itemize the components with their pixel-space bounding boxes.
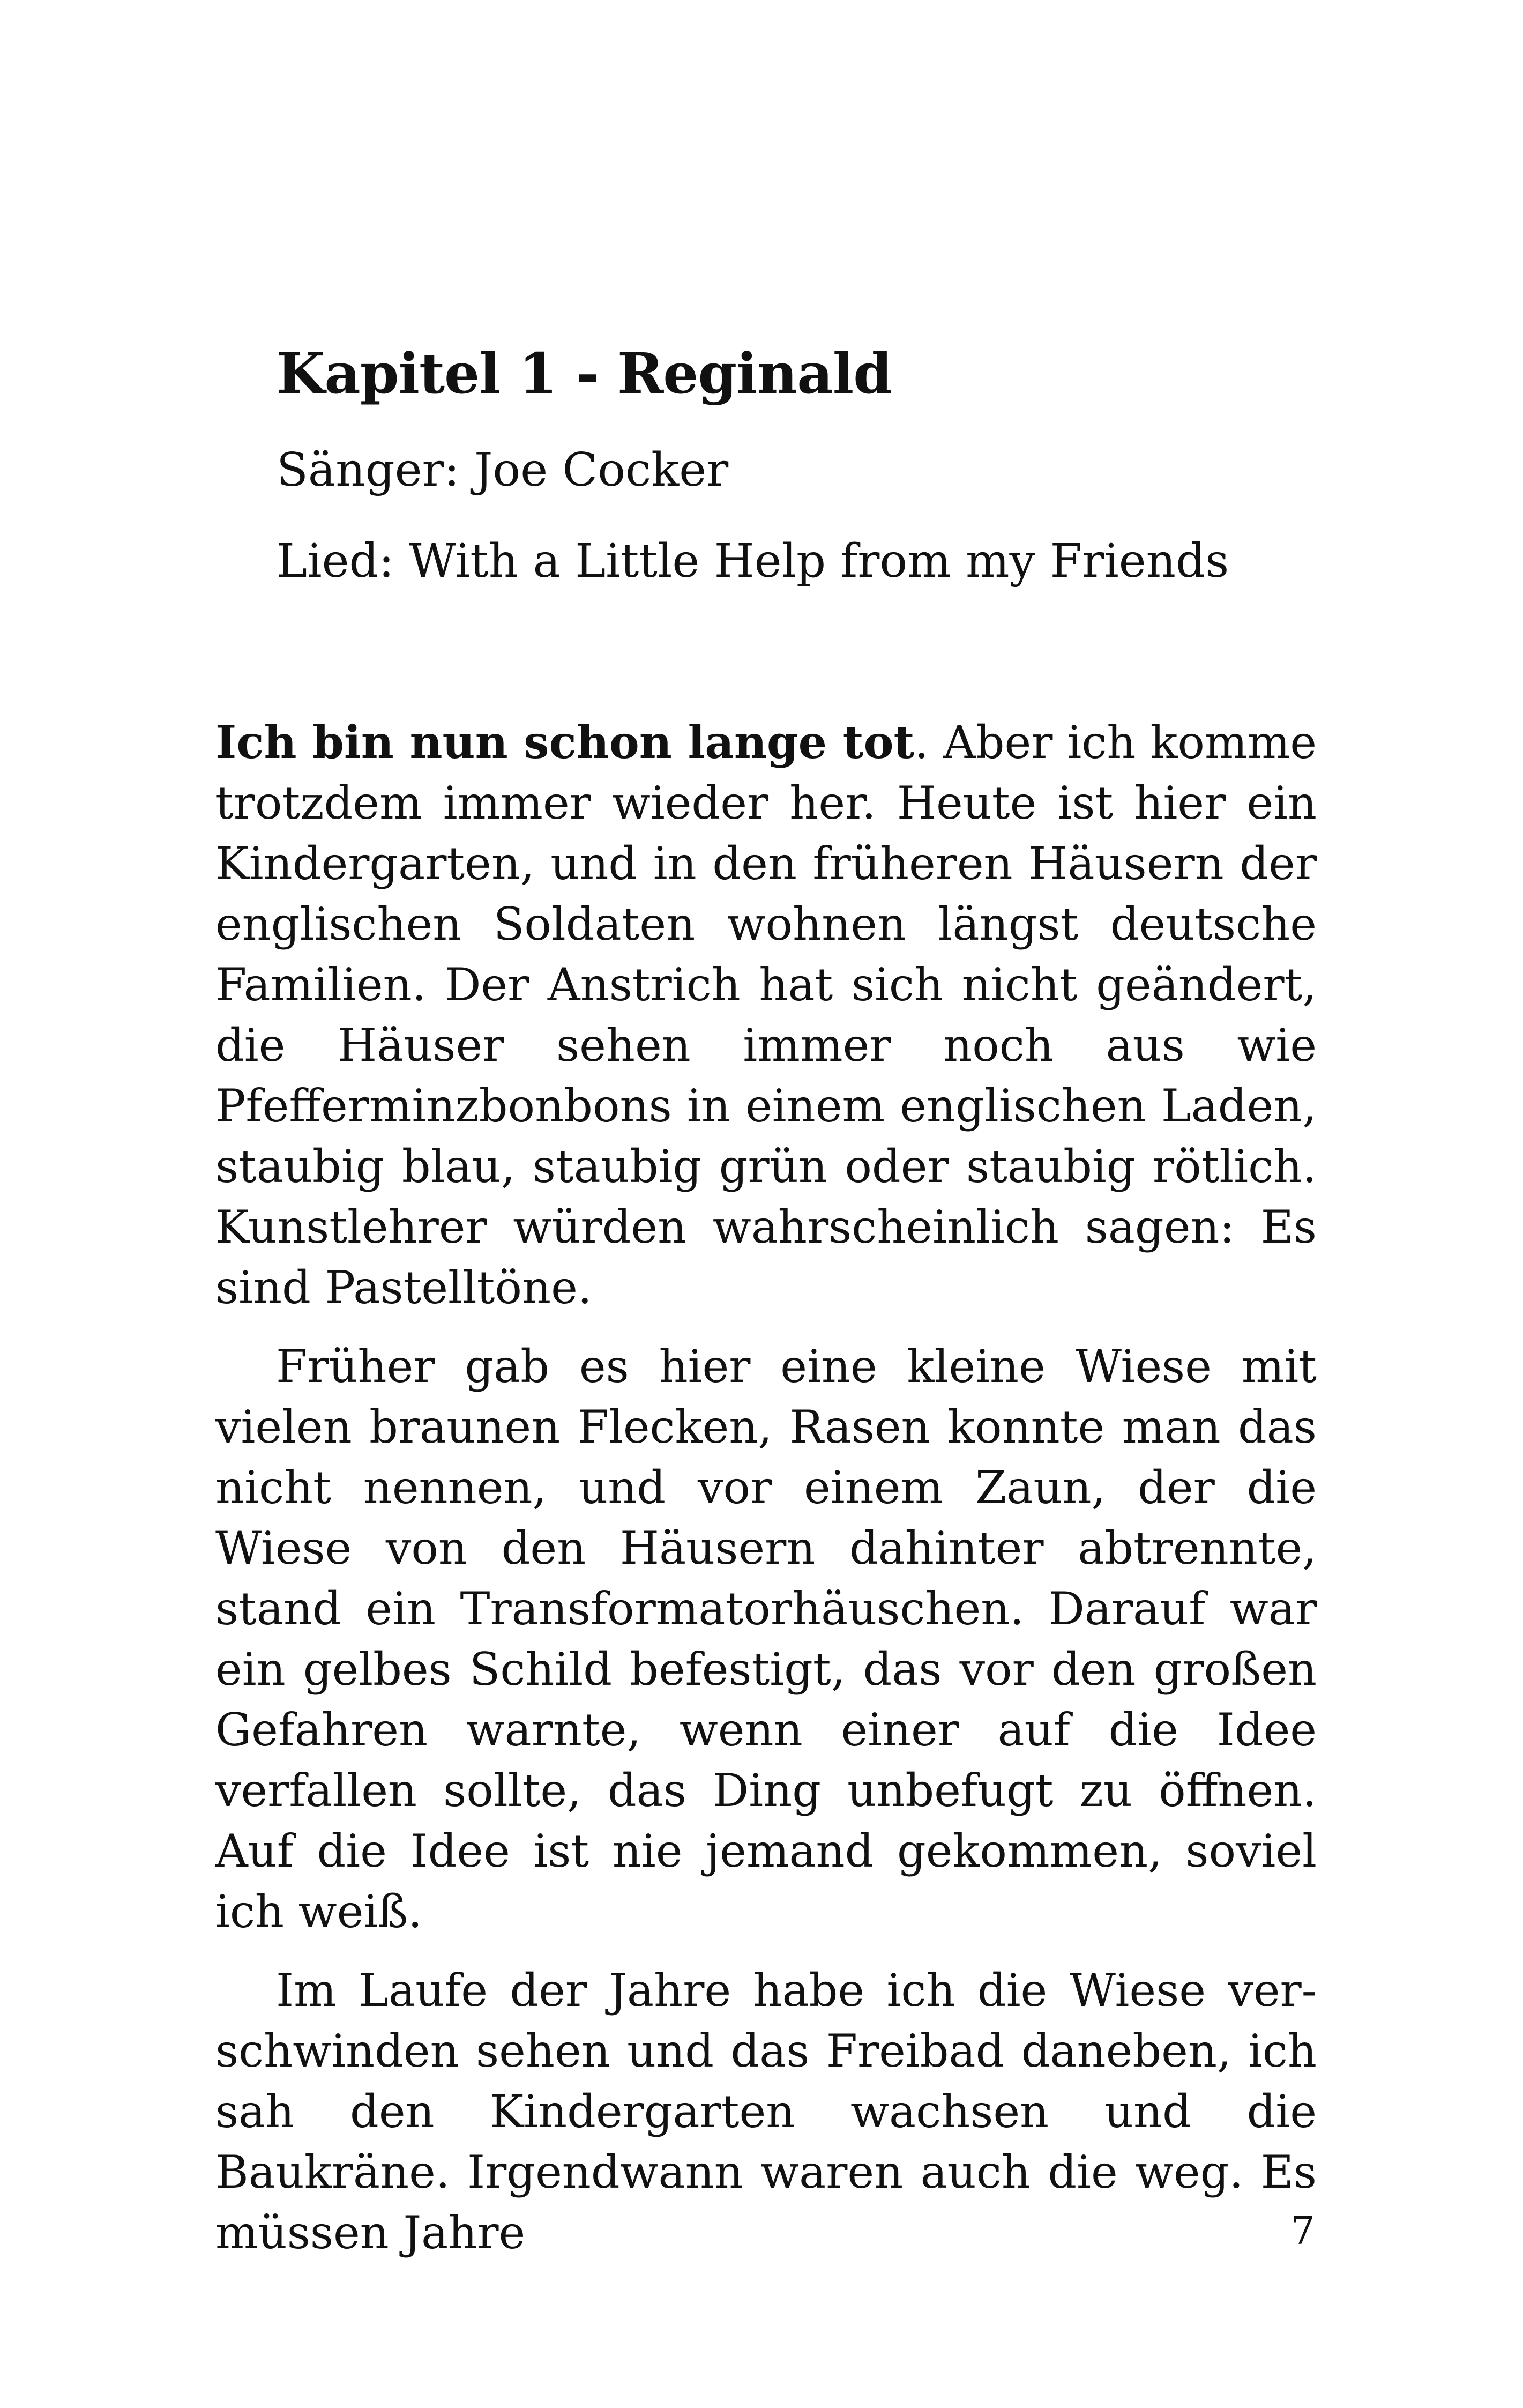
body-text bbox=[215, 712, 1317, 2281]
paragraph-lead-in: Ich bin nun schon lange tot bbox=[215, 716, 915, 769]
paragraph-2: Früher gab es hier eine kleine Wiese mit vielen braunen Flecken, Rasen konnte man das nicht nennen, und vor einem Zaun, der die Wiese von den Häusern dahinter abtrennte, stand ein Transformatorhäuschen. Darauf war ein gelbes Schild befestigt, das vor den großen Gefahren warnte, wenn einer auf die Idee verfallen sollte, das Ding unbefugt zu öffnen. Auf die Idee ist nie jemand gekommen, soviel ich weiß. bbox=[215, 1340, 1317, 1938]
paragraph-1-text: . Aber ich komme trotzdem immer wieder her. Heute ist hier ein Kindergarten, und in den früheren Häusern der englischen Soldaten wohnen längst deutsche Familien. Der Anstrich hat sich nicht geändert, die Häuser sehen immer noch aus wie Pfefferminzbonbons in einem englischen Laden, staubig blau, staubig grün oder staubig rötlich. Kunstlehrer würden wahrscheinlich sagen: Es sind Pastelltöne. bbox=[215, 716, 1317, 1314]
chapter-singer: Sänger: Joe Cocker bbox=[277, 443, 729, 497]
paragraph-3: Im Laufe der Jahre habe ich die Wiese verschwinden sehen und das Freibad daneben, ich sah den Kindergarten wachsen und die Baukräne. Irgendwann waren auch die weg. Es müssen Jahre bbox=[215, 1964, 1317, 2259]
chapter-song: Lied: With a Little Help from my Friends bbox=[277, 534, 1229, 588]
chapter-title: Kapitel 1 - Reginald bbox=[277, 340, 892, 406]
page-number: 7 bbox=[1290, 2208, 1315, 2253]
paragraph-1 bbox=[215, 712, 1317, 1318]
